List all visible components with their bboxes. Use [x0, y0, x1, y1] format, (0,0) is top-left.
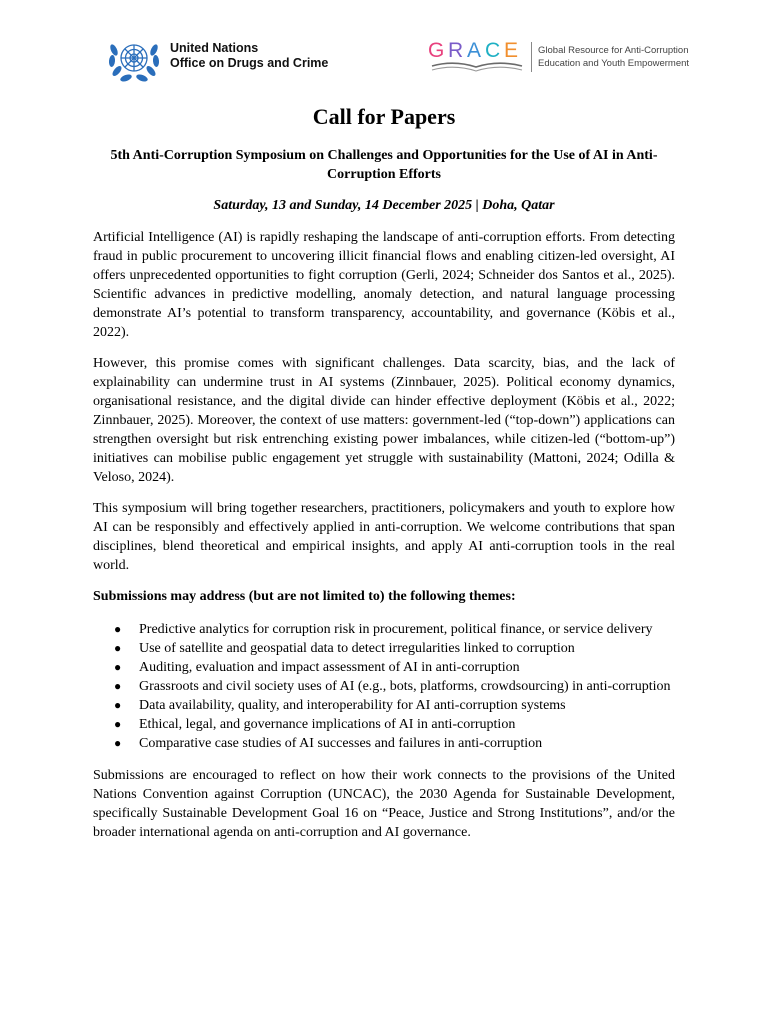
grace-letter-c: C [485, 39, 501, 62]
open-book-icon [432, 63, 522, 67]
bullet-icon: ● [114, 698, 122, 712]
bullet-icon: ● [114, 679, 122, 693]
unodc-wordmark [170, 41, 328, 71]
grace-letter-r: R [448, 39, 464, 62]
list-item [93, 620, 675, 639]
list-item [93, 639, 675, 658]
grace-letter-a: A [467, 39, 482, 62]
grace-tagline [538, 44, 689, 70]
document-body [93, 100, 675, 842]
grace-tagline-line-1: Global Resource for Anti-Corruption [538, 45, 689, 56]
theme-text: Grassroots and civil society uses of AI (e.g., bots, platforms, crowdsourcing) in anti-corruption [139, 679, 671, 694]
grace-divider [531, 42, 532, 72]
event-dateline: Saturday, 13 and Sunday, 14 December 2025 | Doha, Qatar [213, 198, 555, 213]
page-header [0, 0, 768, 100]
list-item [93, 658, 675, 677]
bullet-icon: ● [114, 622, 122, 636]
list-item [93, 715, 675, 734]
theme-text: Ethical, legal, and governance implications of AI in anti-corruption [139, 717, 516, 732]
document-title: Call for Papers [312, 104, 456, 129]
intro-paragraph: Artificial Intelligence (AI) is rapidly reshaping the landscape of anti-corruption efforts. From detecting fraud in public procurement to uncovering illicit financial flows and enabling citizen-led oversight, AI offers unprecedented opportunities to fight corruption (Gerli, 2024; Schneider dos Santos et al., 2025). Scientific advances in predictive modelling, anomaly detection, and natural language processing demonstrate AI’s potential to transform transparency, accountability, and governance (Köbis et al., 2022). [93, 230, 675, 340]
themes-list [93, 620, 675, 753]
bullet-icon: ● [114, 641, 122, 655]
grace-letter-e: E [504, 39, 519, 62]
themes-heading: Submissions may address (but are not limited to) the following themes: [93, 589, 516, 604]
closing-paragraph: Submissions are encouraged to reflect on how their work connects to the provisions of the United Nations Convention against Corruption (UNCAC), the 2030 Agenda for Sustainable Development, specifically Sustainable Development Goal 16 on “Peace, Justice and Strong Institutions”, and/or the broader international agenda on anti-corruption and AI governance. [93, 768, 675, 840]
bullet-icon: ● [114, 717, 122, 731]
theme-text: Comparative case studies of AI successes and failures in anti-corruption [139, 736, 543, 751]
list-item [93, 696, 675, 715]
theme-text: Use of satellite and geospatial data to detect irregularities linked to corruption [139, 641, 575, 656]
grace-letter-g: G [428, 39, 445, 62]
bullet-icon: ● [114, 660, 122, 674]
list-item [93, 677, 675, 696]
un-emblem-icon [105, 34, 163, 84]
bullet-icon: ● [114, 736, 122, 750]
theme-text: Data availability, quality, and interoperability for AI anti-corruption systems [139, 698, 566, 713]
list-item [93, 734, 675, 753]
grace-tagline-line-2: Education and Youth Empowerment [538, 58, 690, 69]
unodc-line-1: United Nations [170, 41, 259, 55]
theme-text: Predictive analytics for corruption risk in procurement, political finance, or service delivery [139, 622, 653, 637]
unodc-line-2: Office on Drugs and Crime [170, 56, 329, 70]
challenges-paragraph: However, this promise comes with significant challenges. Data scarcity, bias, and the lack of explainability can undermine trust in AI systems (Zinnbauer, 2025). Political economy dynamics, organisational resistance, and the digital divide can hinder effective deployment (Köbis et al., 2022; Zinnbauer, 2025). Moreover, the context of use matters: government-led (“top-down”) applications can strengthen oversight but risk entrenching existing power imbalances, while citizen-led (“bottom-up”) initiatives can mobilise public engagement yet struggle with sustainability (Mattoni, 2024; Odilla & Veloso, 2024). [93, 356, 675, 485]
symposium-paragraph: This symposium will bring together researchers, practitioners, policymakers and youth to explore how AI can be responsibly and effectively applied in anti-corruption. We welcome contributions that span disciplines, blend theoretical and empirical insights, and apply AI anti-corruption tools in the real world. [93, 501, 675, 573]
grace-logo [426, 38, 528, 78]
theme-text: Auditing, evaluation and impact assessment of AI in anti-corruption [139, 660, 520, 675]
document-subtitle: 5th Anti-Corruption Symposium on Challenges and Opportunities for the Use of AI in Anti-Corruption Efforts [110, 148, 658, 182]
